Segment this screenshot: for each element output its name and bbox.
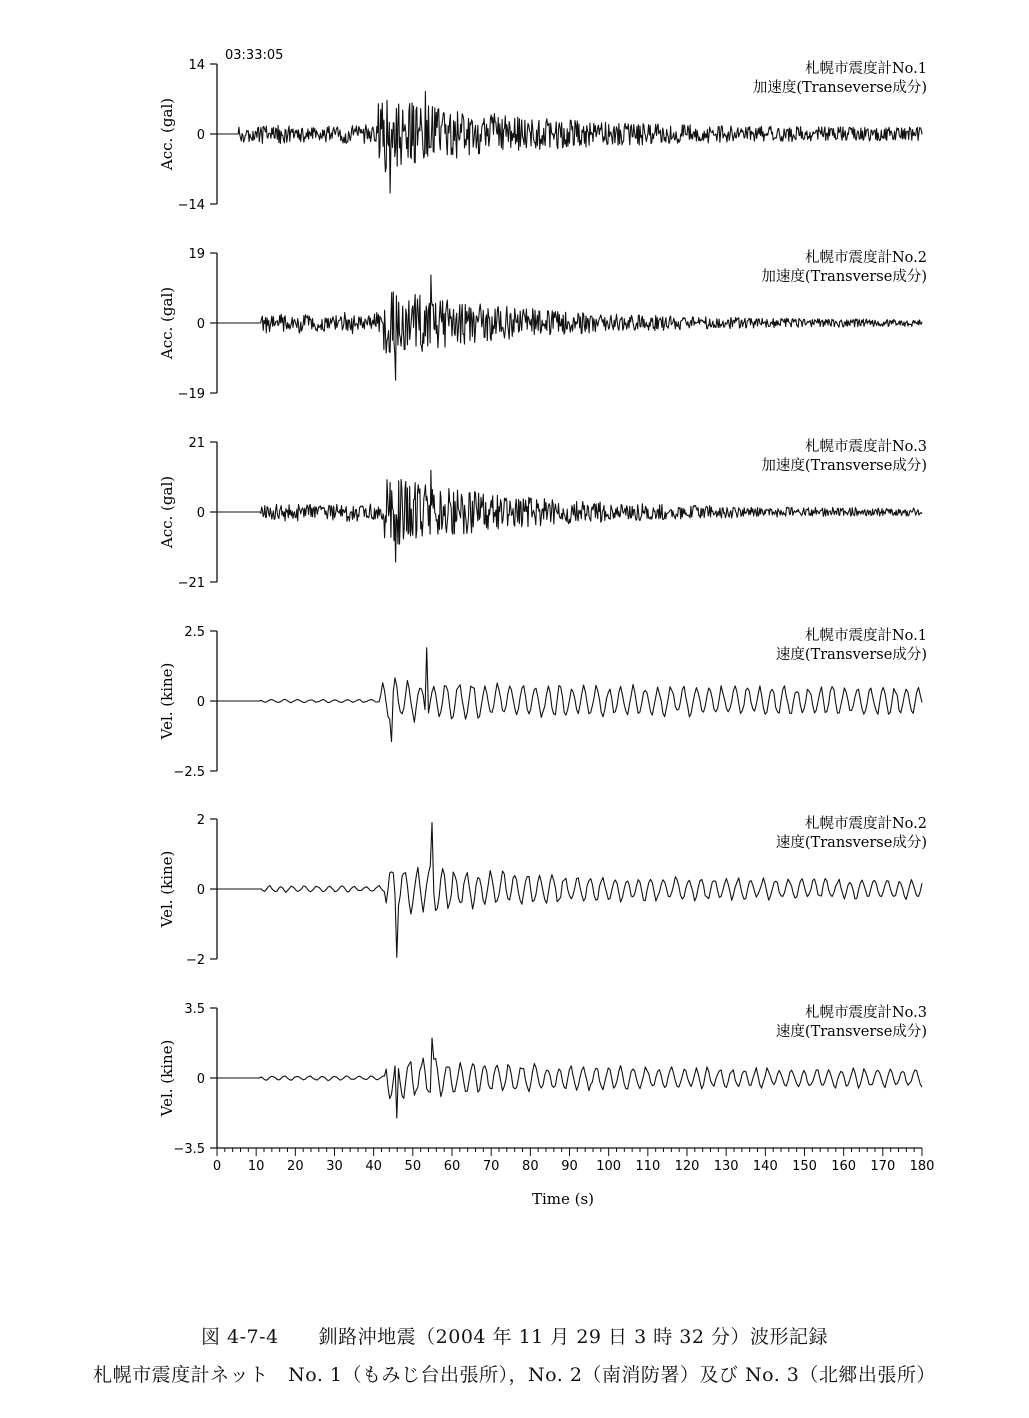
- legend-line-2: 加速度(Transeverse成分): [752, 80, 927, 96]
- y-tick-label: 0: [196, 128, 205, 143]
- x-tick-label: 100: [596, 1159, 622, 1174]
- waveform-trace: [217, 92, 922, 194]
- legend-line-2: 速度(Transverse成分): [775, 647, 927, 663]
- y-tick-label: −3.5: [173, 1142, 205, 1157]
- x-tick-label: 80: [522, 1159, 539, 1174]
- y-tick-label: −14: [177, 198, 205, 213]
- y-axis-label: Vel. (kine): [158, 1039, 176, 1117]
- time-axis: [213, 1148, 935, 1174]
- x-tick-label: 70: [482, 1159, 500, 1174]
- y-tick-label: −2.5: [173, 765, 205, 780]
- legend-line-1: 札幌市震度計No.1: [805, 628, 927, 644]
- y-axis-label: Vel. (kine): [158, 662, 176, 740]
- x-tick-label: 180: [909, 1159, 935, 1174]
- figure-number: 図 4-7-4: [201, 1326, 279, 1348]
- x-tick-label: 60: [443, 1159, 461, 1174]
- figure-caption: [0, 1322, 1029, 1349]
- y-axis-label: Vel. (kine): [158, 850, 176, 928]
- y-tick-label: −19: [177, 387, 205, 402]
- legend-line-1: 札幌市震度計No.2: [805, 816, 927, 832]
- waveform-panel-1: [158, 58, 927, 213]
- legend-line-1: 札幌市震度計No.3: [805, 439, 927, 455]
- waveform-panel-2: [158, 247, 927, 402]
- y-axis-label: Acc. (gal): [158, 97, 176, 171]
- x-tick-label: 20: [287, 1159, 304, 1174]
- y-axis-label: Acc. (gal): [158, 286, 176, 360]
- y-tick-label: 19: [188, 247, 205, 262]
- waveform-panels: [158, 58, 927, 1157]
- y-tick-label: 0: [196, 317, 205, 332]
- waveform-panel-5: [158, 813, 927, 968]
- y-tick-label: −21: [177, 576, 205, 591]
- legend-line-2: 加速度(Transverse成分): [761, 269, 927, 285]
- legend-line-2: 速度(Transverse成分): [775, 1024, 927, 1040]
- x-axis-label: Time (s): [531, 1190, 595, 1208]
- figure-subcaption: 札幌市震度計ネット No. 1（もみじ台出張所），No. 2（南消防署）及び No. 3（北郷出張所）: [93, 1364, 936, 1386]
- x-tick-label: 170: [870, 1159, 896, 1174]
- y-tick-label: 0: [196, 695, 205, 710]
- waveform-panel-6: [158, 1002, 927, 1157]
- x-tick-label: 50: [404, 1159, 422, 1174]
- x-tick-label: 160: [831, 1159, 857, 1174]
- legend-line-1: 札幌市震度計No.3: [805, 1005, 927, 1021]
- y-tick-label: −2: [185, 953, 205, 968]
- x-tick-label: 140: [752, 1159, 778, 1174]
- legend-line-2: 加速度(Transverse成分): [761, 458, 927, 474]
- x-tick-label: 110: [635, 1159, 661, 1174]
- waveform-panel-3: [158, 436, 927, 591]
- x-tick-label: 120: [674, 1159, 700, 1174]
- legend-line-1: 札幌市震度計No.1: [805, 61, 927, 77]
- start-timestamp: 03:33:05: [225, 48, 284, 63]
- y-tick-label: 0: [196, 506, 205, 521]
- x-tick-label: 90: [561, 1159, 578, 1174]
- x-tick-label: 30: [326, 1159, 343, 1174]
- legend-line-1: 札幌市震度計No.2: [805, 250, 927, 266]
- y-tick-label: 21: [188, 436, 205, 451]
- y-tick-label: 2: [196, 813, 205, 828]
- y-tick-label: 3.5: [184, 1002, 205, 1017]
- x-tick-label: 130: [713, 1159, 739, 1174]
- x-tick-label: 40: [365, 1159, 382, 1174]
- x-tick-label: 10: [247, 1159, 265, 1174]
- y-tick-label: 2.5: [184, 625, 205, 640]
- waveform-trace: [217, 275, 922, 380]
- y-axis-label: Acc. (gal): [158, 475, 176, 549]
- y-tick-label: 14: [188, 58, 205, 73]
- waveform-trace: [217, 470, 922, 562]
- x-tick-label: 150: [792, 1159, 817, 1174]
- figure-title: 釧路沖地震（2004 年 11 月 29 日 3 時 32 分）波形記録: [318, 1326, 828, 1348]
- waveform-panel-4: [158, 625, 927, 780]
- y-tick-label: 0: [196, 1072, 205, 1087]
- legend-line-2: 速度(Transverse成分): [775, 835, 927, 851]
- y-tick-label: 0: [196, 883, 205, 898]
- x-tick-label: 0: [212, 1159, 222, 1174]
- waveform-trace: [217, 1038, 922, 1118]
